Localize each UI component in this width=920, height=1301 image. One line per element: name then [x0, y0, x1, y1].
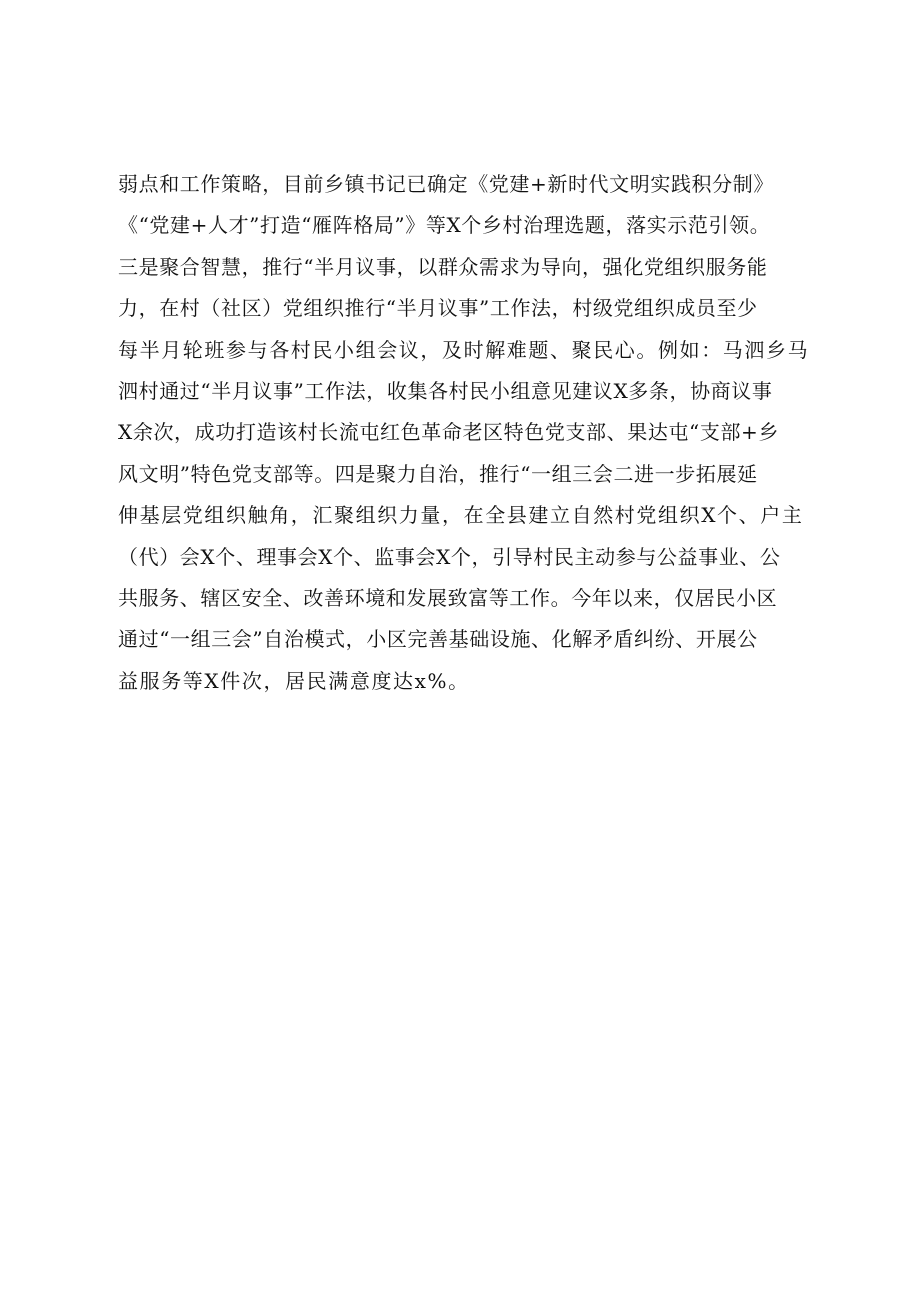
- text-line: 伸基层党组织触角，汇聚组织力量，在全县建立自然村党组织X个、户主: [118, 503, 804, 528]
- text-line: 风文明”特色党支部等。四是聚力自治，推行“一组三会二进一步拓展延: [118, 461, 758, 486]
- text-line: 弱点和工作策略，目前乡镇书记已确定《党建+新时代文明实践积分制》: [118, 172, 774, 196]
- text-line: （代）会X个、理事会X个、监事会X个，引导村民主动参与公益事业、公: [118, 544, 781, 569]
- text-line: 每半月轮班参与各村民小组会议，及时解难题、聚民心。例如：马泗乡马: [118, 337, 810, 362]
- text-line: 三是聚合智慧，推行“半月议事，以群众需求为导向，强化党组织服务能: [118, 254, 768, 279]
- text-line: 益服务等X件次，居民满意度达x%。: [118, 668, 470, 693]
- text-line: 力，在村（社区）党组织推行“半月议事”工作法，村级党组织成员至少: [118, 296, 758, 321]
- text-line: 泗村通过“半月议事”工作法，收集各村民小组意见建议X多条，协商议事: [118, 378, 773, 403]
- body-paragraph: [118, 164, 818, 702]
- text-line: 通过“一组三会”自治模式，小区完善基础设施、化解矛盾纠纷、开展公: [118, 627, 758, 652]
- text-line: 共服务、辖区安全、改善环境和发展致富等工作。今年以来，仅居民小区: [118, 585, 778, 610]
- text-line: X余次，成功打造该村长流屯红色革命老区特色党支部、果达屯“支部+乡: [118, 420, 780, 445]
- text-line: 《“党建+人才”打造“雁阵格局”》等X个乡村治理选题，落实示范引领。: [118, 213, 771, 238]
